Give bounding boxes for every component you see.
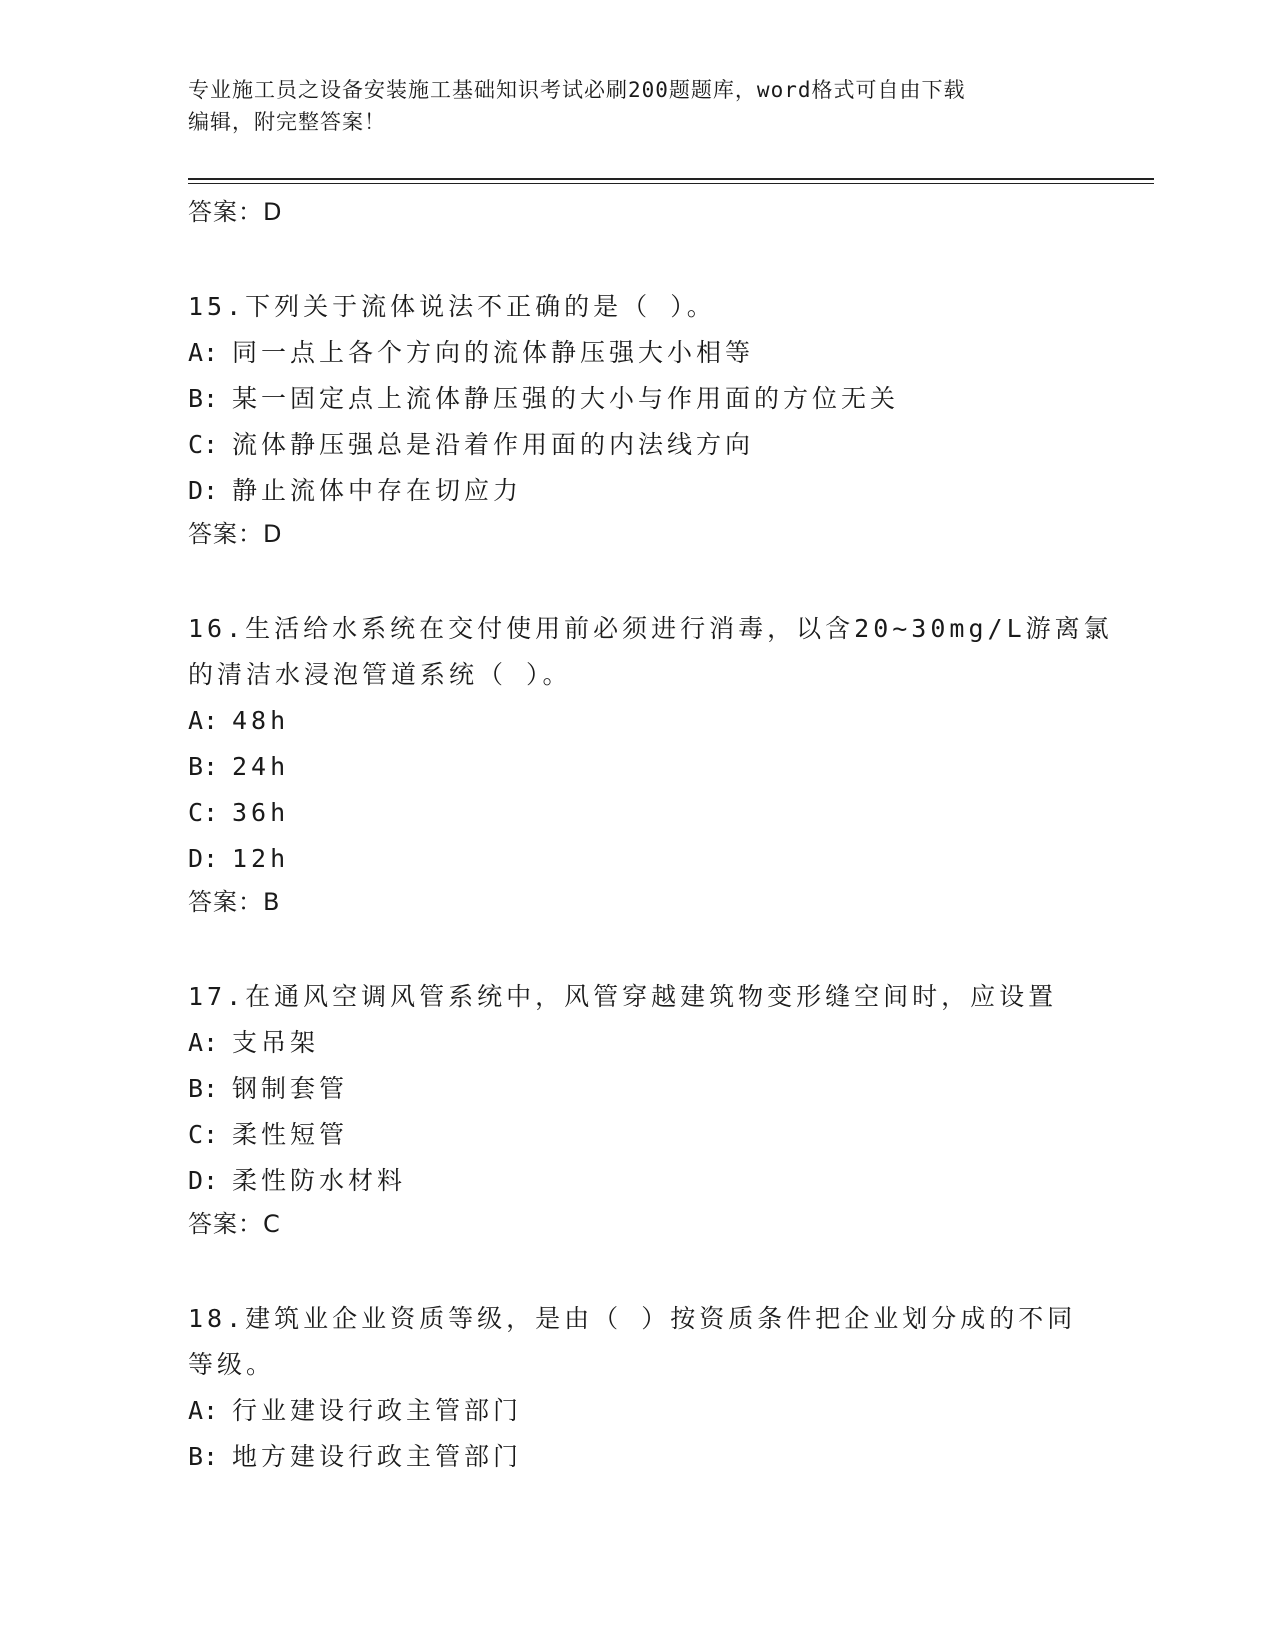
question-text-cont: 等级。: [188, 1350, 276, 1379]
answer-label: 答案：: [188, 888, 263, 916]
question-answer: [188, 514, 1088, 554]
question-18: [188, 1296, 1088, 1480]
option-letter: B:: [188, 752, 219, 781]
option-letter: A:: [188, 1028, 219, 1057]
question-text: 15.下列关于流体说法不正确的是（ ）。: [188, 292, 716, 321]
option-text: 流体静压强总是沿着作用面的内法线方向: [232, 430, 755, 459]
answer-value: B: [263, 888, 281, 916]
answer-value: D: [263, 520, 283, 548]
question-answer: [188, 882, 1088, 922]
option-letter: B:: [188, 384, 219, 413]
header-line-1: 专业施工员之设备安装施工基础知识考试必刷200题题库，word格式可自由下载: [188, 78, 966, 102]
option-d: [188, 468, 1088, 514]
option-text: 钢制套管: [232, 1074, 349, 1103]
header-divider-thick: [188, 178, 1154, 180]
question-list: [188, 192, 1113, 1480]
previous-answer: [188, 192, 1088, 232]
question-15: [188, 284, 1088, 554]
option-text: 支吊架: [232, 1028, 320, 1057]
option-d: [188, 1158, 1088, 1204]
question-16: [188, 606, 1113, 922]
option-b: [188, 1066, 1088, 1112]
option-letter: B:: [188, 1442, 219, 1471]
option-letter: A:: [188, 1396, 219, 1425]
option-text: 静止流体中存在切应力: [232, 476, 523, 505]
option-text: 柔性短管: [232, 1120, 349, 1149]
option-c: [188, 790, 1088, 836]
option-letter: A:: [188, 338, 219, 367]
option-letter: A:: [188, 706, 219, 735]
option-text: 24h: [232, 752, 290, 781]
answer-label: 答案：: [188, 1210, 263, 1238]
option-letter: C:: [188, 1120, 219, 1149]
option-text: 行业建设行政主管部门: [232, 1396, 523, 1425]
option-text: 36h: [232, 798, 290, 827]
question-text: 17.在通风空调风管系统中，风管穿越建筑物变形缝空间时，应设置: [188, 982, 1058, 1011]
option-letter: D:: [188, 476, 219, 505]
document-header: [188, 74, 1068, 138]
option-text: 同一点上各个方向的流体静压强大小相等: [232, 338, 755, 367]
option-d: [188, 836, 1088, 882]
answer-label: 答案：: [188, 198, 263, 226]
option-b: [188, 1434, 1088, 1480]
option-c: [188, 422, 1088, 468]
answer-value: C: [263, 1210, 281, 1238]
option-text: 地方建设行政主管部门: [232, 1442, 523, 1471]
question-17: [188, 974, 1088, 1244]
answer-value: D: [263, 198, 283, 226]
option-text: 柔性防水材料: [232, 1166, 407, 1195]
option-c: [188, 1112, 1088, 1158]
option-letter: B:: [188, 1074, 219, 1103]
option-text: 某一固定点上流体静压强的大小与作用面的方位无关: [232, 384, 900, 413]
option-a: [188, 330, 1088, 376]
answer-label: 答案：: [188, 520, 263, 548]
option-a: [188, 1020, 1088, 1066]
header-line-2: 编辑，附完整答案！: [188, 110, 386, 134]
option-a: [188, 698, 1088, 744]
question-text-cont: 的清洁水浸泡管道系统（ ）。: [188, 660, 572, 689]
question-text: 18.建筑业企业资质等级，是由（ ）按资质条件把企业划分成的不同: [188, 1304, 1077, 1333]
option-text: 48h: [232, 706, 290, 735]
option-letter: C:: [188, 798, 219, 827]
option-letter: C:: [188, 430, 219, 459]
header-divider-thin: [188, 183, 1154, 184]
question-answer: [188, 1204, 1088, 1244]
option-text: 12h: [232, 844, 290, 873]
option-b: [188, 376, 1088, 422]
option-letter: D:: [188, 1166, 219, 1195]
option-b: [188, 744, 1088, 790]
option-a: [188, 1388, 1088, 1434]
question-text: 16.生活给水系统在交付使用前必须进行消毒，以含20~30mg/L游离氯: [188, 614, 1113, 643]
option-letter: D:: [188, 844, 219, 873]
